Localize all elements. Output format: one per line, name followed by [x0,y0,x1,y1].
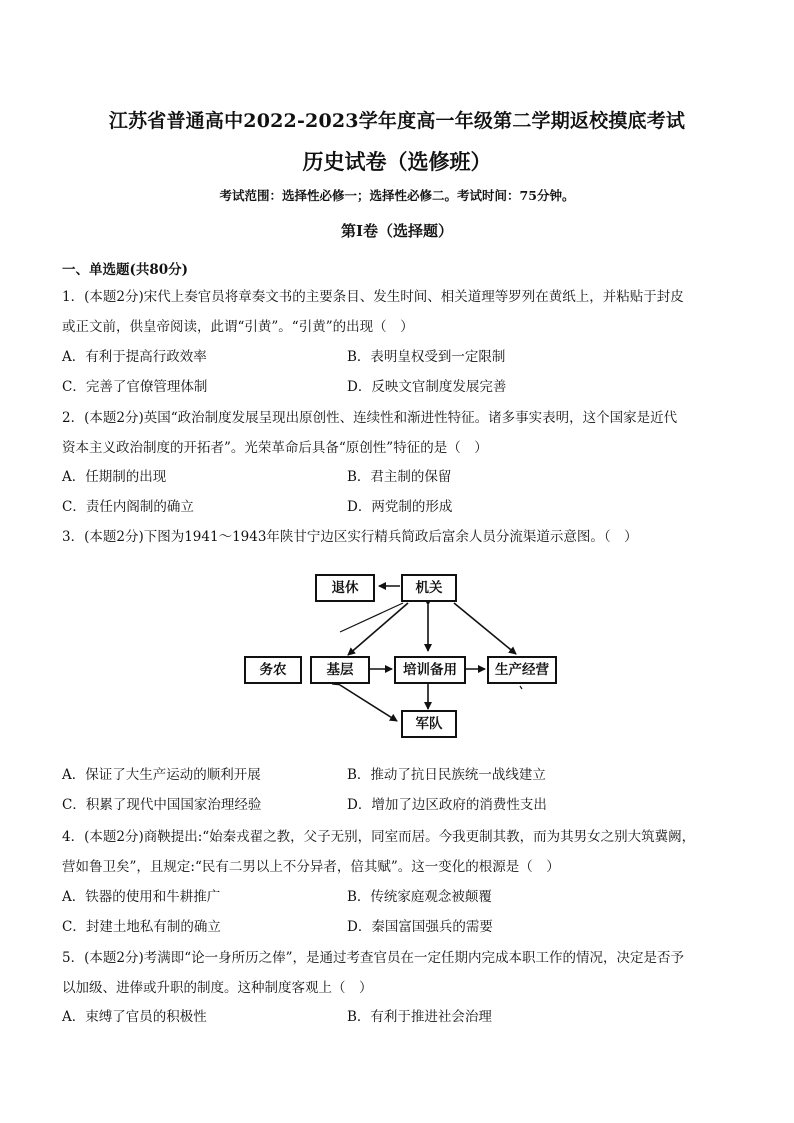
personnel-flow-diagram [240,570,570,740]
node-production: 生产经营 [487,656,557,684]
option-b[interactable]: B．表明皇权受到一定限制 [347,349,506,365]
option-c[interactable]: C．封建土地私有制的确立 [62,919,221,935]
node-army: 军队 [401,710,457,738]
exam-title: 江苏省普通高中2022-2023学年度高一年级第二学期返校摸底考试 [108,110,686,132]
option-a[interactable]: A．束缚了官员的积极性 [62,1009,207,1025]
option-a[interactable]: A．任期制的出现 [62,469,167,485]
exam-info: 考试范围：选择性必修一；选择性必修二。考试时间：75分钟。 [219,188,575,203]
section-title: 一、单选题(共80分) [62,262,189,278]
question-line: 4．(本题2分)商鞅提出:“始秦戎翟之教，父子无别，同室而居。今我更制其教，而为其男女之别大筑冀阙， [62,829,696,845]
option-b[interactable]: B．推动了抗日民族统一战线建立 [347,767,546,783]
question-line: 5．(本题2分)考满即“论一身所历之俸”，是通过考查官员在一定任期内完成本职工作的情况，决定是否予 [62,950,685,966]
question-2-options [62,462,734,522]
question-4-options [62,882,734,942]
option-c[interactable]: C．积累了现代中国国家治理经验 [62,797,262,813]
question-line: 或正文前，供皇帝阅读，此谓“引黄”。“引黄”的出现（ ） [62,319,414,335]
option-c[interactable]: C．完善了官僚管理体制 [62,379,208,395]
stray-mark [520,686,522,689]
question-1 [62,282,734,342]
question-5 [62,943,734,1003]
question-3-options [62,760,734,820]
question-2 [62,403,734,463]
node-farm: 务农 [244,656,302,684]
question-line: 1．(本题2分)宋代上奏官员将章奏文书的主要条目、发生时间、相关道理等罗列在黄纸上，并粘贴于封皮 [62,289,684,305]
option-d[interactable]: D．增加了边区政府的消费性支出 [347,797,547,813]
option-a[interactable]: A．保证了大生产运动的顺利开展 [62,767,261,783]
option-d[interactable]: D．秦国富国强兵的需要 [347,919,493,935]
node-grassroots: 基层 [310,656,370,684]
question-line: 资本主义政治制度的开拓者”。光荣革命后具备“原创性”特征的是（ ） [62,440,488,456]
arrow-grassroots-army [340,685,397,721]
question-line: 2．(本题2分)英国“政治制度发展呈现出原创性、连续性和渐进性特征。诸多事实表明，这个国家是近代 [62,410,678,426]
line-organ-farm [340,603,403,632]
node-organ: 机关 [401,574,457,602]
arrow-organ-grassroots [348,603,408,655]
question-3 [62,522,734,552]
option-a[interactable]: A．铁器的使用和牛耕推广 [62,889,221,905]
option-d[interactable]: D．反映文官制度发展完善 [347,379,507,395]
exam-subtitle: 历史试卷（选修班） [302,149,492,174]
option-a[interactable]: A．有利于提高行政效率 [62,349,207,365]
question-5-options [62,1002,734,1032]
option-b[interactable]: B．传统家庭观念被颠覆 [347,889,492,905]
option-b[interactable]: B．有利于推进社会治理 [347,1009,492,1025]
option-b[interactable]: B．君主制的保留 [347,469,452,485]
question-1-options [62,342,734,402]
part-title: 第Ⅰ卷（选择题） [340,222,454,240]
node-retire: 退休 [315,574,375,602]
question-line: 营如鲁卫矣”，且规定:“民有二男以上不分异者，倍其赋”。这一变化的根源是（ ） [62,859,560,875]
question-4 [62,822,734,882]
node-training: 培训备用 [394,656,466,684]
arrow-organ-production [454,603,516,654]
option-d[interactable]: D．两党制的形成 [347,499,453,515]
option-c[interactable]: C．责任内阁制的确立 [62,499,194,515]
question-line: 3．(本题2分)下图为1941～1943年陕甘宁边区实行精兵简政后富余人员分流渠道示意图。（ ） [62,529,638,545]
question-line: 以加级、进俸或升职的制度。这种制度客观上（ ） [62,980,373,996]
